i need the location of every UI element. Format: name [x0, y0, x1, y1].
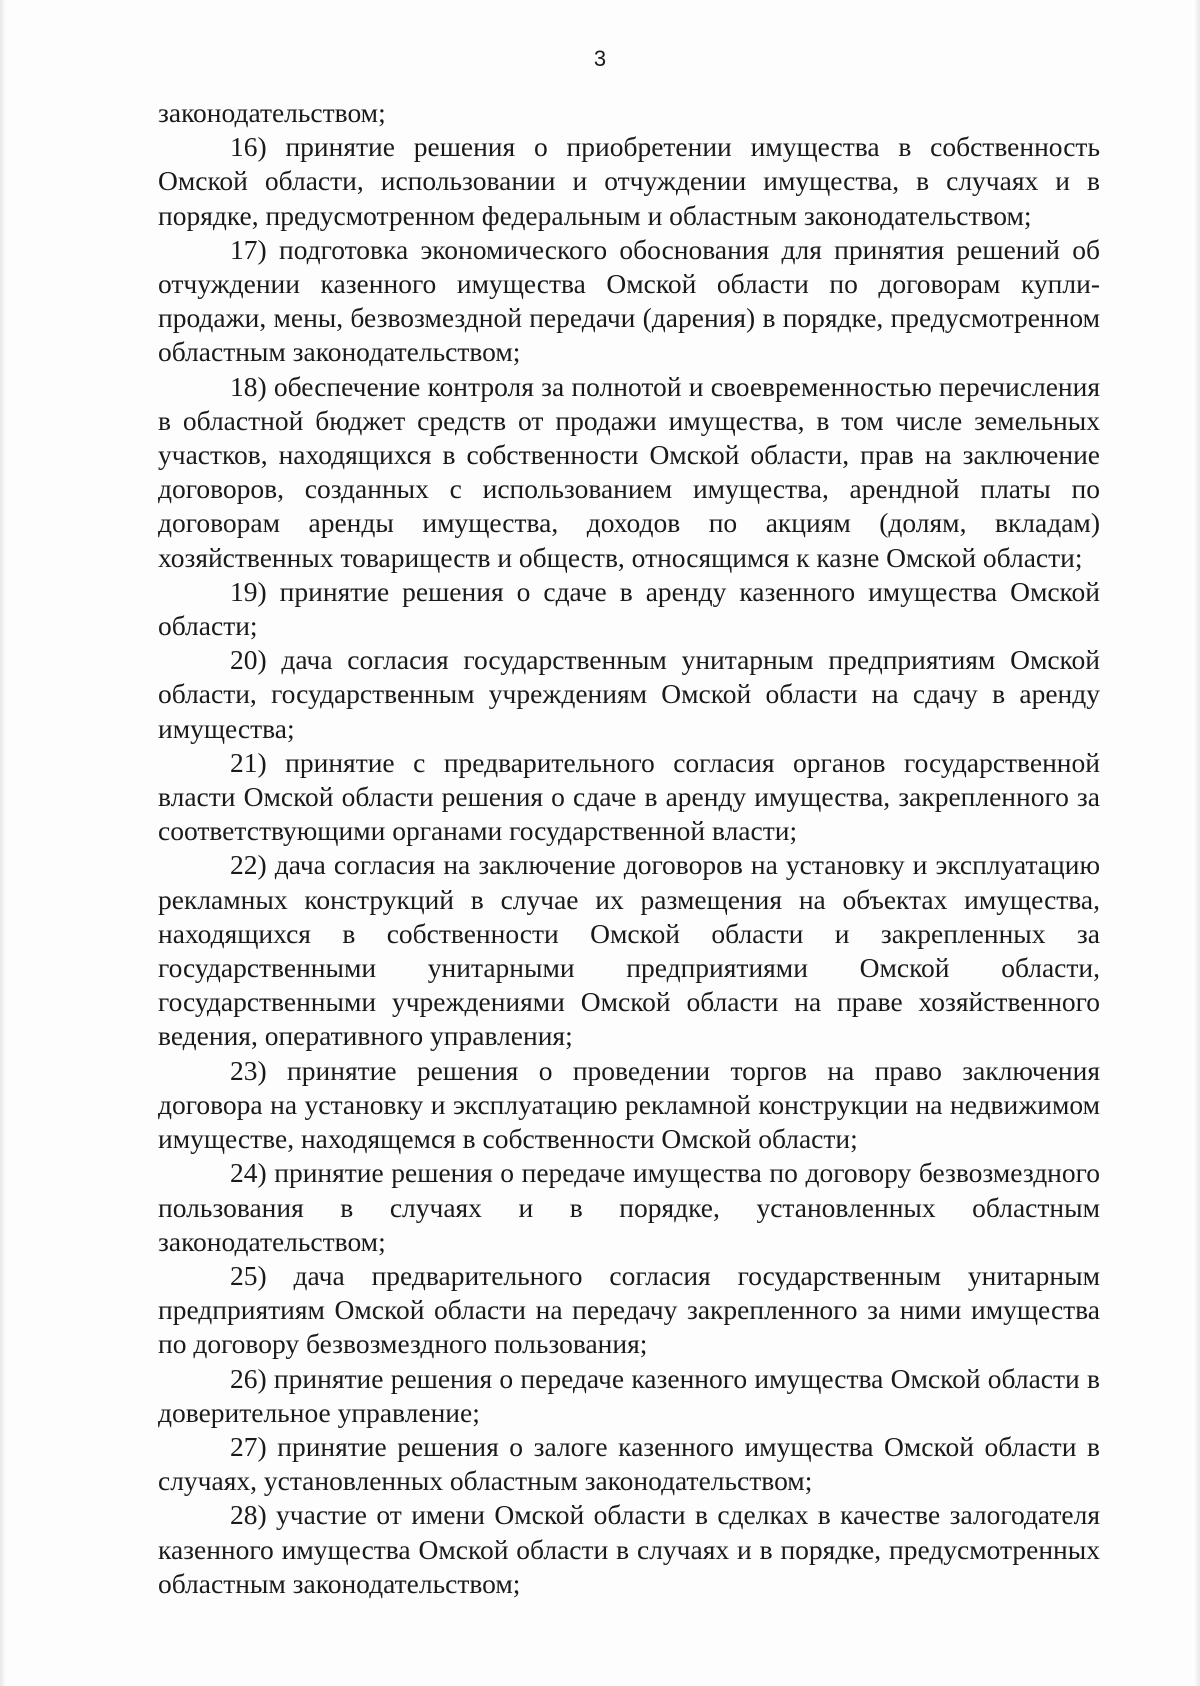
paragraph-item-25: 25) дача предварительного согласия государственным унитарным предприятиям Омской области на передачу закрепленного за ними имущества по договору безвозмездного пользования;: [158, 1259, 1100, 1360]
paragraph-item-28: 28) участие от имени Омской области в сделках в качестве залогодателя казенного имущества Омской области в случаях и в порядке, предусмотренных областным законодательством;: [158, 1499, 1100, 1599]
scan-edge-left: [0, 0, 6, 1686]
paragraph-continuation: законодательством;: [158, 97, 386, 128]
paragraph-item-21: 21) принятие с предварительного согласия органов государственной власти Омской области решения о сдаче в аренду имущества, закрепленного за соответствующими органами государственной власти;: [158, 746, 1100, 847]
scan-edge-right: [1194, 0, 1200, 1686]
paragraph-item-19: 19) принятие решения о сдаче в аренду казенного имущества Омской области;: [158, 575, 1100, 642]
paragraph-item-18: 18) обеспечение контроля за полнотой и своевременностью перечисления в областной бюджет средств от продажи имущества, в том числе земельных участков, находящихся в собственности Омской области, прав на заключение договоров, созданных с использованием имущества, арендной платы по договорам аренды имущества, доходов по акциям (долям, вкладам) хозяйственных товариществ и обществ, относящимся к казне Омской области;: [158, 370, 1100, 573]
paragraph-item-23: 23) принятие решения о проведении торгов на право заключения договора на установку и эксплуатацию рекламной конструкции на недвижимом имуществе, находящемся в собственности Омской области;: [158, 1054, 1100, 1155]
paragraph-item-17: 17) подготовка экономического обоснования для принятия решений об отчуждении казенного имущества Омской области по договорам купли-продажи, мены, безвозмездной передачи (дарения) в порядке, предусмотренном областным законодательством;: [158, 233, 1100, 368]
paragraph-item-27: 27) принятие решения о залоге казенного имущества Омской области в случаях, установленных областным законодательством;: [158, 1430, 1100, 1497]
paragraph-item-20: 20) дача согласия государственным унитарным предприятиям Омской области, государственным учреждениям Омской области на сдачу в аренду имущества;: [158, 644, 1100, 744]
paragraph-item-16: 16) принятие решения о приобретении имущества в собственность Омской области, использовании и отчуждении имущества, в случаях и в порядке, предусмотренном федеральным и областным законодательством;: [158, 131, 1100, 231]
document-body: [158, 96, 1100, 1601]
paragraph-item-26: 26) принятие решения о передаче казенного имущества Омской области в доверительное управление;: [158, 1362, 1100, 1428]
paragraph-item-22: 22) дача согласия на заключение договоров на установку и эксплуатацию рекламных конструкций в случае их размещения на объектах имущества, находящихся в собственности Омской области и закрепленных за государственными унитарными предприятиями Омской области, государственными учреждениями Омской области на праве хозяйственного ведения, оперативного управления;: [158, 849, 1100, 1052]
page-number: 3: [593, 46, 607, 71]
paragraph-item-24: 24) принятие решения о передаче имущества по договору безвозмездного пользования в случаях и в порядке, установленных областным законодательством;: [158, 1157, 1100, 1257]
